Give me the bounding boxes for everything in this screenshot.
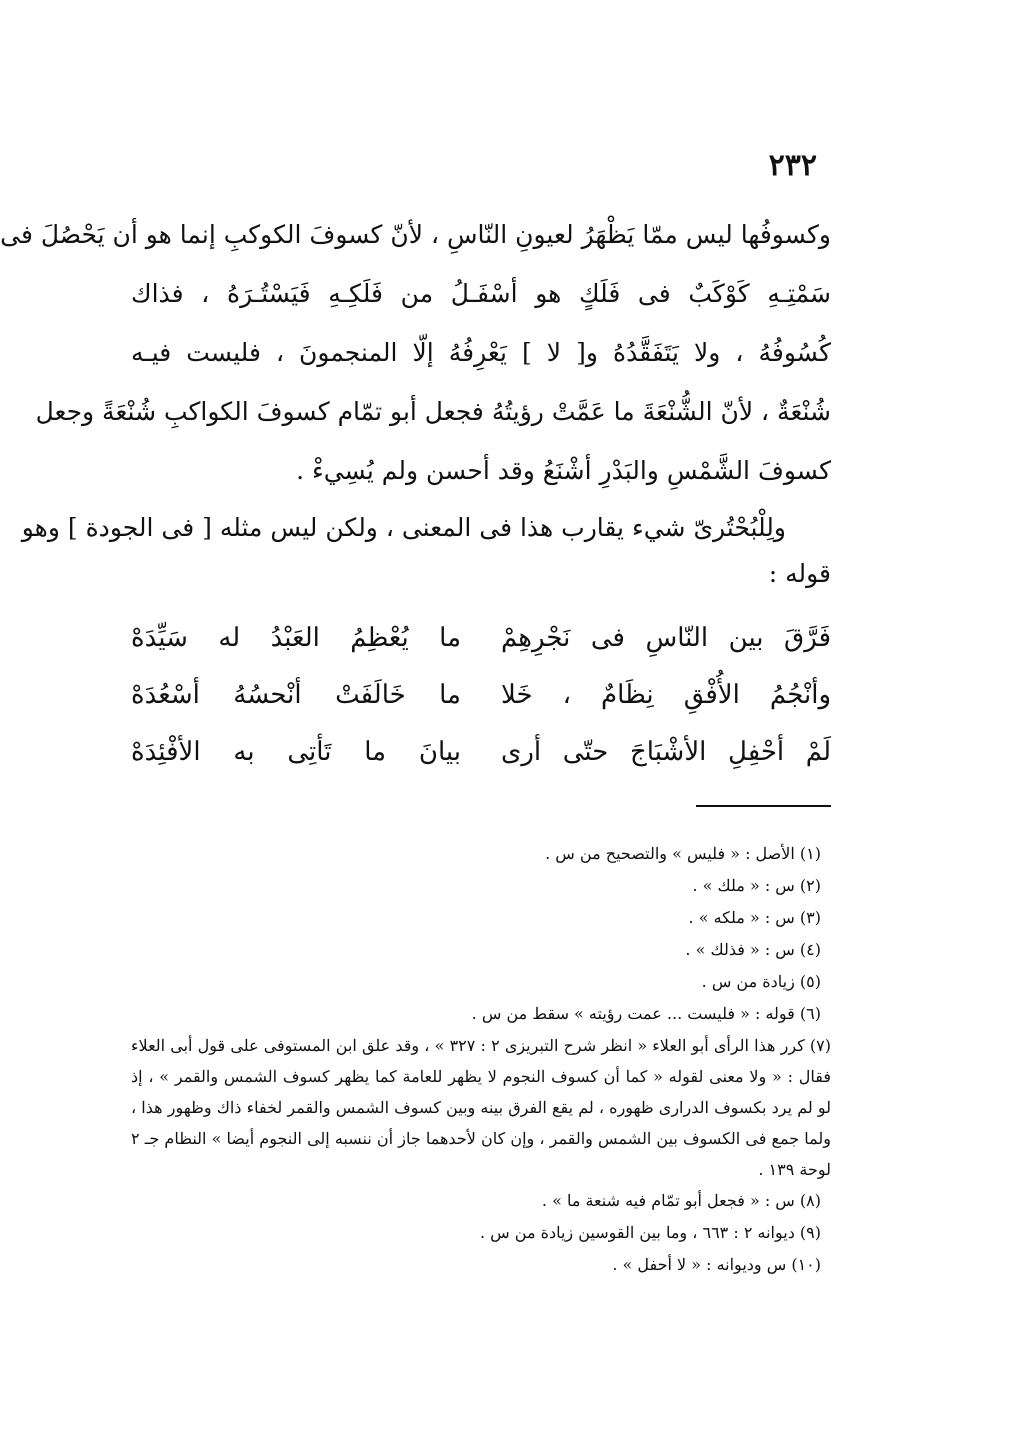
text-line: كسوفَ الشَّمْسِ والبَدْرِ أشْنَعُ وقد أحسن ولم يُسِيءْ . [296, 456, 831, 485]
verse-line [131, 724, 831, 781]
text-line: ولِلْبُحْتُرىّ شيء يقارب هذا فى المعنى ، ولكن ليس مثله [ فى الجودة ] وهو [21, 513, 786, 542]
footnote: (٧) كرر هذا الرأى أبو العلاء « انظر شرح التبريزى ٢ : ٣٢٧ » ، وقد علق ابن المستوفى على قول أبى العلاء فقال : « ولا معنى لقوله « كما أن كسوف النجوم لا يظهر للعامة كما يظهر كسوف الشمس والقمر » ، إذ لو لم يرد بكسوف الدرارى ظهوره ، لم يقع الفرق بينه وبين كسوف الشمس والقمر لخفاء ذاك وظهور هذا ، ولما جمع فى الكسوف بين الشمس والقمر ، وإن كان لأحدهما جاز أن ننسبه إلى النجوم أيضا » النظام جـ ٢ لوحة ١٣٩ . [131, 1036, 832, 1179]
page-number: ٢٣٢ [768, 148, 817, 183]
verse-line [131, 667, 831, 724]
main-paragraph [0, 205, 831, 500]
footnote-divider [696, 805, 831, 807]
text-line: قوله : [768, 559, 831, 588]
verse-second-hemistich: ما خَالَفَتْ أنْحسُهُ أسْعُدَهْ [131, 680, 461, 710]
footnote: (٥) زيادة من س . [701, 972, 821, 991]
footnote: (٦) قوله : « فليست ... عمت رؤيته » سقط من س . [471, 1004, 821, 1023]
footnote: (١٠) س وديوانه : « لا أحفل » . [612, 1255, 821, 1274]
footnote: (٩) ديوانه ٢ : ٦٦٣ ، وما بين القوسين زيادة من س . [479, 1223, 821, 1242]
footnote: (٤) س : « فذلك » . [685, 940, 821, 959]
footnote: (١) الأصل : « فليس » والتصحيح من س . [545, 844, 821, 863]
text-line: سَمْتِـهِ كَوْكَبٌ فى فَلَكٍ هو أسْفَـلُ من فَلَكِـهِ فَيَسْتُـرَهُ ، فذاك [131, 279, 831, 308]
poem-verses [131, 610, 831, 781]
footnotes [131, 838, 831, 1281]
verse-second-hemistich: ما يُعْظِمُ العَبْدُ له سَيِّدَهْ [131, 623, 461, 653]
verse-first-hemistich: فَرَّقَ بين النّاسِ فى نَجْرِهِمْ [501, 623, 831, 653]
verse-first-hemistich: لَمْ أحْفِلِ الأشْبَاجَ حتّى أرى [501, 737, 831, 767]
footnote: (٢) س : « ملك » . [692, 876, 821, 895]
second-paragraph [21, 505, 831, 597]
verse-first-hemistich: وأنْجُمُ الأُفْقِ نِظَامٌ ، خَلا [501, 680, 831, 710]
verse-line [131, 610, 831, 667]
verse-second-hemistich: بيانَ ما تَأتِى به الأفْئِدَهْ [131, 737, 461, 767]
footnote: (٣) س : « ملكه » . [688, 908, 821, 927]
text-line: شُنْعَةٌ ، لأنّ الشُّنْعَةَ ما عَمَّتْ رؤيتُهُ فجعل أبو تمّام كسوفَ الكواكبِ شُنْعَةً وجعل [35, 397, 831, 426]
text-line: وكسوفُها ليس ممّا يَظْهَرُ لعيونِ النّاسِ ، لأنّ كسوفَ الكوكبِ إنما هو أن يَحْصُلَ فى [0, 220, 831, 249]
footnote: (٨) س : « فجعل أبو تمّام فيه شنعة ما » . [541, 1191, 821, 1210]
text-line: كُسُوفُهُ ، ولا يَتَفَقَّدُهُ و[ لا ] يَعْرِفُهُ إلّا المنجمونَ ، فليست فيـه [131, 338, 831, 367]
